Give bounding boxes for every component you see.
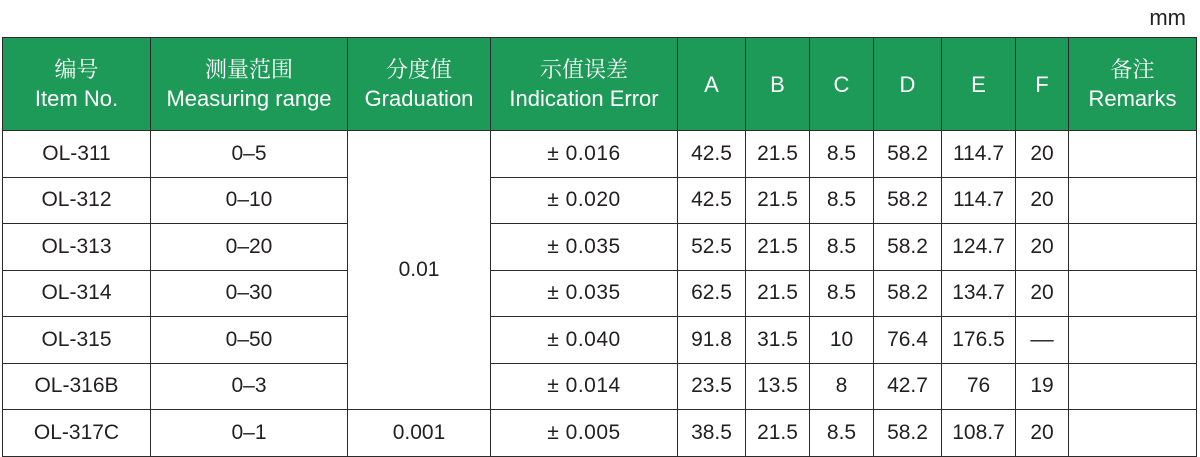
cell-b: 21.5 — [746, 410, 810, 457]
cell-item-no: OL-314 — [3, 270, 151, 317]
cell-c: 8.5 — [810, 224, 874, 271]
cell-error: ± 0.040 — [491, 317, 678, 364]
header-graduation-zh: 分度值 — [385, 57, 452, 82]
cell-e: 134.7 — [942, 270, 1016, 317]
cell-graduation: 0.001 — [348, 410, 491, 457]
cell-d: 58.2 — [874, 410, 942, 457]
table-row — [3, 363, 1197, 410]
cell-f: 20 — [1016, 177, 1069, 224]
header-f: F — [1016, 38, 1069, 131]
cell-f: 20 — [1016, 131, 1069, 178]
cell-range: 0–10 — [151, 177, 348, 224]
cell-b: 21.5 — [746, 177, 810, 224]
cell-c: 8.5 — [810, 131, 874, 178]
cell-b: 21.5 — [746, 131, 810, 178]
table-row — [3, 177, 1197, 224]
header-item-no-zh: 编号 — [54, 57, 99, 82]
cell-item-no: OL-315 — [3, 317, 151, 364]
cell-error: ± 0.020 — [491, 177, 678, 224]
header-error-zh: 示值误差 — [539, 57, 628, 82]
cell-error: ± 0.005 — [491, 410, 678, 457]
cell-e: 114.7 — [942, 131, 1016, 178]
cell-range: 0–3 — [151, 363, 348, 410]
cell-error: ± 0.014 — [491, 363, 678, 410]
cell-e: 108.7 — [942, 410, 1016, 457]
cell-a: 38.5 — [678, 410, 746, 457]
cell-d: 76.4 — [874, 317, 942, 364]
cell-range: 0–30 — [151, 270, 348, 317]
cell-f: –– — [1016, 317, 1069, 364]
cell-range: 0–20 — [151, 224, 348, 271]
cell-f: 19 — [1016, 363, 1069, 410]
header-graduation-en: Graduation — [364, 86, 474, 111]
specification-table — [2, 37, 1197, 457]
cell-c: 8.5 — [810, 410, 874, 457]
cell-remarks — [1069, 131, 1197, 178]
cell-b: 13.5 — [746, 363, 810, 410]
cell-item-no: OL-312 — [3, 177, 151, 224]
cell-item-no: OL-317C — [3, 410, 151, 457]
header-item-no-en: Item No. — [34, 86, 119, 111]
cell-f: 20 — [1016, 410, 1069, 457]
cell-range: 0–50 — [151, 317, 348, 364]
cell-f: 20 — [1016, 224, 1069, 271]
cell-error: ± 0.035 — [491, 270, 678, 317]
header-e: E — [942, 38, 1016, 131]
header-item-no — [3, 38, 151, 131]
cell-d: 58.2 — [874, 270, 942, 317]
cell-c: 8.5 — [810, 177, 874, 224]
header-indication-error — [491, 38, 678, 131]
header-c: C — [810, 38, 874, 131]
cell-e: 176.5 — [942, 317, 1016, 364]
cell-remarks — [1069, 410, 1197, 457]
header-a: A — [678, 38, 746, 131]
header-range-zh: 测量范围 — [204, 57, 293, 82]
cell-remarks — [1069, 177, 1197, 224]
cell-b: 21.5 — [746, 270, 810, 317]
header-measuring-range — [151, 38, 348, 131]
cell-remarks — [1069, 317, 1197, 364]
cell-b: 21.5 — [746, 224, 810, 271]
cell-d: 58.2 — [874, 131, 942, 178]
cell-error: ± 0.016 — [491, 131, 678, 178]
table-row — [3, 410, 1197, 457]
header-remarks-en: Remarks — [1088, 86, 1177, 111]
table-row — [3, 270, 1197, 317]
cell-item-no: OL-313 — [3, 224, 151, 271]
cell-c: 8 — [810, 363, 874, 410]
header-remarks — [1069, 38, 1197, 131]
header-d: D — [874, 38, 942, 131]
cell-range: 0–1 — [151, 410, 348, 457]
cell-d: 58.2 — [874, 224, 942, 271]
header-b: B — [746, 38, 810, 131]
cell-range: 0–5 — [151, 131, 348, 178]
header-range-en: Measuring range — [166, 86, 332, 111]
table-row — [3, 317, 1197, 364]
cell-a: 62.5 — [678, 270, 746, 317]
cell-c: 10 — [810, 317, 874, 364]
cell-e: 76 — [942, 363, 1016, 410]
cell-e: 114.7 — [942, 177, 1016, 224]
cell-remarks — [1069, 270, 1197, 317]
cell-graduation: 0.01 — [348, 131, 491, 410]
cell-a: 42.5 — [678, 177, 746, 224]
cell-remarks — [1069, 363, 1197, 410]
header-row — [3, 38, 1197, 131]
cell-error: ± 0.035 — [491, 224, 678, 271]
table-row — [3, 224, 1197, 271]
cell-d: 58.2 — [874, 177, 942, 224]
cell-d: 42.7 — [874, 363, 942, 410]
header-graduation — [348, 38, 491, 131]
cell-a: 42.5 — [678, 131, 746, 178]
header-remarks-zh: 备注 — [1110, 57, 1155, 82]
cell-b: 31.5 — [746, 317, 810, 364]
cell-a: 52.5 — [678, 224, 746, 271]
cell-a: 91.8 — [678, 317, 746, 364]
cell-c: 8.5 — [810, 270, 874, 317]
cell-f: 20 — [1016, 270, 1069, 317]
cell-e: 124.7 — [942, 224, 1016, 271]
unit-label: mm — [1149, 5, 1186, 30]
header-error-en: Indication Error — [509, 86, 659, 111]
cell-item-no: OL-311 — [3, 131, 151, 178]
cell-a: 23.5 — [678, 363, 746, 410]
cell-item-no: OL-316B — [3, 363, 151, 410]
cell-remarks — [1069, 224, 1197, 271]
table-row — [3, 131, 1197, 178]
